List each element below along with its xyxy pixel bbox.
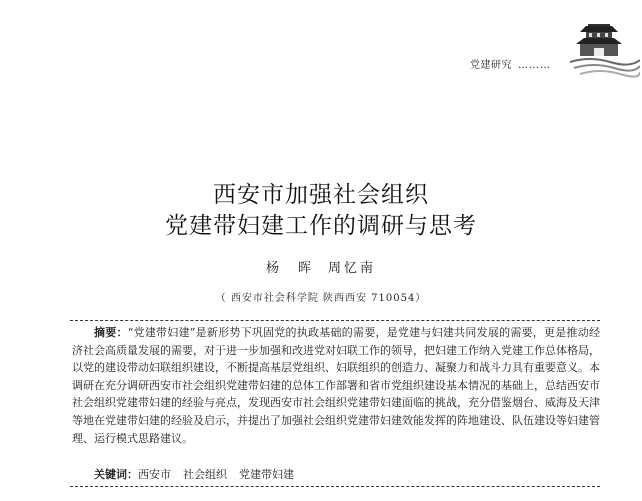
keyword-2: 社会组织 — [183, 468, 227, 481]
section-label-dots: ……… — [518, 60, 551, 71]
keywords-line — [94, 466, 294, 482]
abstract-top-rule — [70, 320, 600, 321]
page-header — [0, 0, 642, 80]
keyword-1: 西安市 — [138, 468, 171, 481]
abstract-label: 摘要： — [94, 326, 128, 339]
affiliation: （ 西安市社会科学院 陕西西安 710054） — [215, 293, 427, 304]
keyword-3: 党建带妇建 — [239, 468, 294, 481]
paper-title-line-1: 西安市加强社会组织 — [213, 182, 429, 208]
paper-title-line-2: 党建带妇建工作的调研与思考 — [165, 213, 477, 239]
keywords-label: 关键词： — [94, 468, 138, 481]
author-2: 周忆南 — [328, 261, 377, 276]
section-label-text: 党建研究 — [470, 60, 512, 71]
city-gate-emblem-icon — [570, 22, 640, 78]
abstract-text: “党建带妇建”是新形势下巩固党的执政基础的需要，是党建与妇建共同发展的需要，更是推动经济社会高质量发展的需要，对于进一步加强和改进党对妇联工作的领导，把妇建工作纳入党建工作总体格局，以党的建设带动妇联组织建设，不断提高基层党组织、妇联组织的创造力、凝聚力和战斗力具有重要意义。本调研在充分调研西安市社会组织党建带妇建的总体工作部署和省市党组织建设基本情况的基础上，总结西安市社会组织党建带妇建的经验与亮点，发现西安市社会组织党建带妇建面临的挑战，充分借鉴烟台、威海及天津等地在党建带妇建的经验及启示，并提出了加强社会组织党建带妇建效能发挥的阵地建设、队伍建设等妇建管理、运行模式思路建议。 — [72, 326, 600, 445]
section-label — [470, 56, 551, 71]
abstract-bottom-rule — [70, 486, 600, 487]
abstract-block — [72, 324, 600, 447]
authors — [0, 257, 642, 276]
author-1: 杨 晖 — [265, 261, 314, 276]
